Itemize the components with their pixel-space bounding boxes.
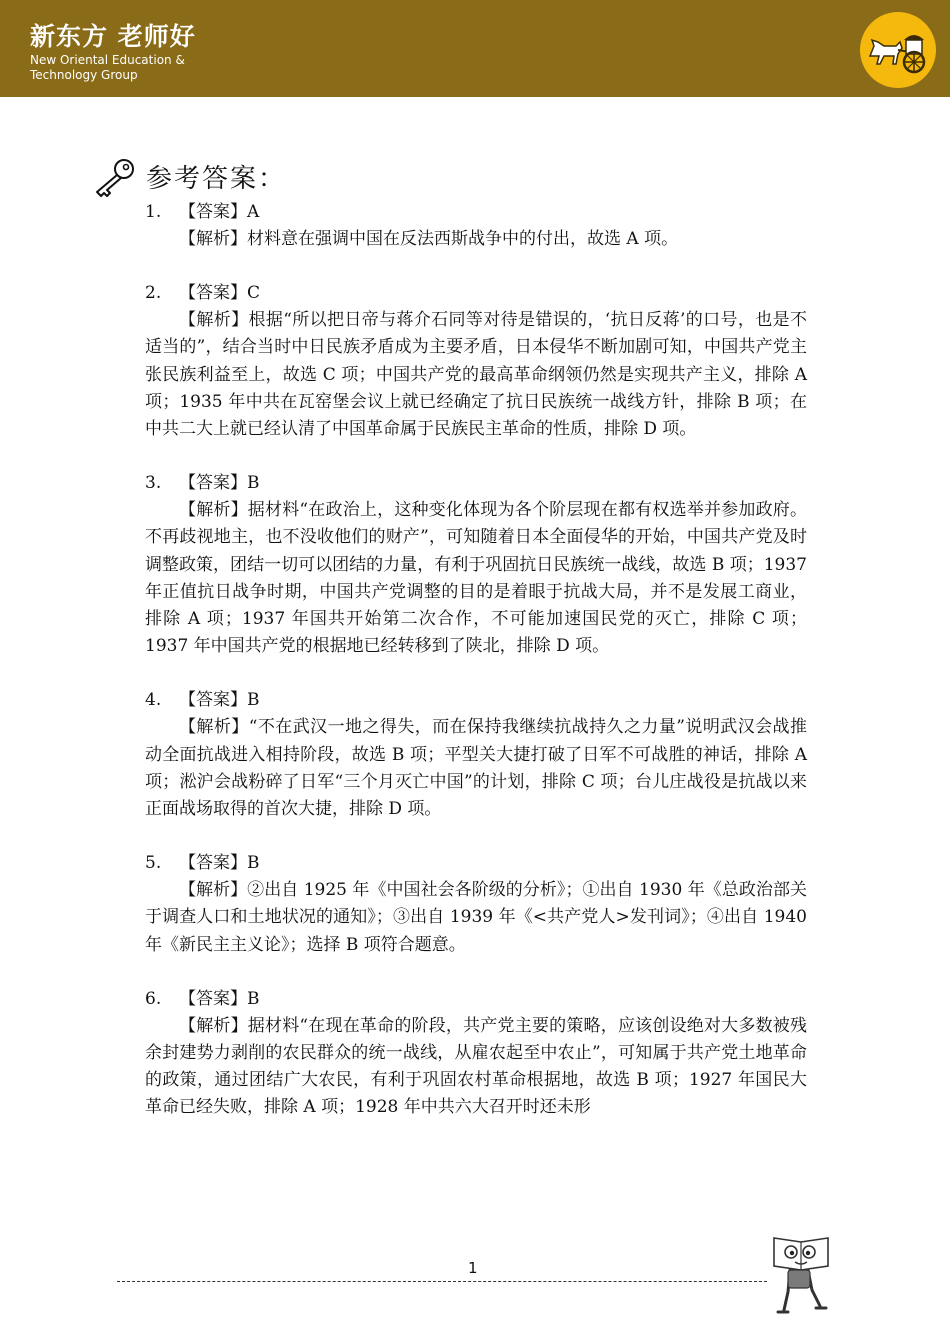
reading-mascot-icon (768, 1232, 834, 1320)
question-number: 1. (145, 202, 162, 222)
brand-name-cn: 新东方 老师好 (30, 22, 196, 51)
question-number: 5. (145, 853, 162, 874)
answer-key: 【答案】B (179, 473, 260, 494)
footer-dashed-divider (117, 1281, 767, 1282)
horse-carriage-logo-icon (860, 12, 936, 88)
explanation-text: 【解析】材料意在强调中国在反法西斯战争中的付出，故选 A 项。 (179, 229, 679, 249)
answer-line (145, 687, 807, 714)
answer-item (145, 687, 807, 823)
explanation-text: 【解析】②出自 1925 年《中国社会各阶级的分析》；①出自 1930 年《总政治部关于调查人口和土地状况的通知》；③出自 1939 年《<共产党人>发刊词》；④出自 1940 年《新民主主义论》；选择 B 项符合题意。 (145, 880, 807, 955)
brand-name-en (30, 53, 185, 83)
answer-key: 【答案】B (179, 988, 260, 1009)
answer-key: 【答案】C (179, 283, 261, 304)
section-title: 参考答案： (146, 164, 287, 194)
answer-line (145, 850, 807, 877)
answer-item (145, 199, 807, 253)
answer-key: 【答案】B (179, 853, 260, 874)
header-banner (0, 0, 950, 97)
explanation-text: 【解析】“不在武汉一地之得失，而在保持我继续抗战持久之力量”说明武汉会战推动全面抗战进入相持阶段，故选 B 项；平型关大捷打破了日军不可战胜的神话，排除 A 项；淞沪会战粉碎了日军“三个月灭亡中国”的计划，排除 C 项；台儿庄战役是抗战以来正面战场取得的首次大捷，排除 D 项。 (145, 717, 807, 820)
answer-key: 【答案】B (179, 690, 260, 711)
question-number: 3. (145, 473, 162, 494)
answer-key: 【答案】A (179, 202, 260, 222)
explanation-text: 【解析】据材料“在政治上，这种变化体现为各个阶层现在都有权选举并参加政府。不再歧视地主，也不没收他们的财产”，可知随着日本全面侵华的开始，中国共产党及时调整政策，团结一切可以团结的力量，有利于巩固抗日民族统一战线，故选 B 项；1937 年正值抗日战争时期，中国共产党调整的目的是着眼于抗战大局，并不是发展工商业，排除 A 项；1937 年国共开始第二次合作，不可能加速国民党的灭亡，排除 C 项；1937 年中国共产党的根据地已经转移到了陕北，排除 D 项。 (145, 500, 807, 657)
question-number: 4. (145, 690, 162, 711)
brand-en-line2: Technology Group (30, 68, 138, 82)
question-number: 2. (145, 283, 162, 304)
explanation-text: 【解析】根据“所以把日帝与蒋介石同等对待是错误的，‘抗日反蒋’的口号，也是不适当的”，结合当时中日民族矛盾成为主要矛盾，日本侵华不断加剧可知，中国共产党主张民族利益至上，故选 C 项；中国共产党的最高革命纲领仍然是实现共产主义，排除 A 项；1935 年中共在瓦窑堡会议上就已经确定了抗日民族统一战线方针，排除 B 项；在中共二大上就已经认清了中国革命属于民族民主革命的性质，排除 D 项。 (145, 310, 807, 440)
brand-en-line1: New Oriental Education & (30, 53, 185, 67)
answers-list (145, 199, 807, 1149)
answer-line (145, 280, 807, 307)
explanation-text: 【解析】据材料“在现在革命的阶段，共产党主要的策略，应该创设绝对大多数被残余封建势力剥削的农民群众的统一战线，从雇农起至中农止”，可知属于共产党土地革命的政策，通过团结广大农民，有利于巩固农村革命根据地，故选 B 项；1927 年国民大革命已经失败，排除 A 项；1928 年中共六大召开时还未形 (145, 1015, 807, 1118)
page-number: 1 (468, 1259, 478, 1277)
key-icon (92, 156, 138, 202)
answer-item (145, 986, 807, 1122)
answer-line (145, 199, 807, 226)
question-number: 6. (145, 988, 162, 1009)
answer-line (145, 470, 807, 497)
answer-item (145, 280, 807, 443)
answer-item (145, 470, 807, 660)
answer-item (145, 850, 807, 959)
answer-line (145, 986, 807, 1013)
